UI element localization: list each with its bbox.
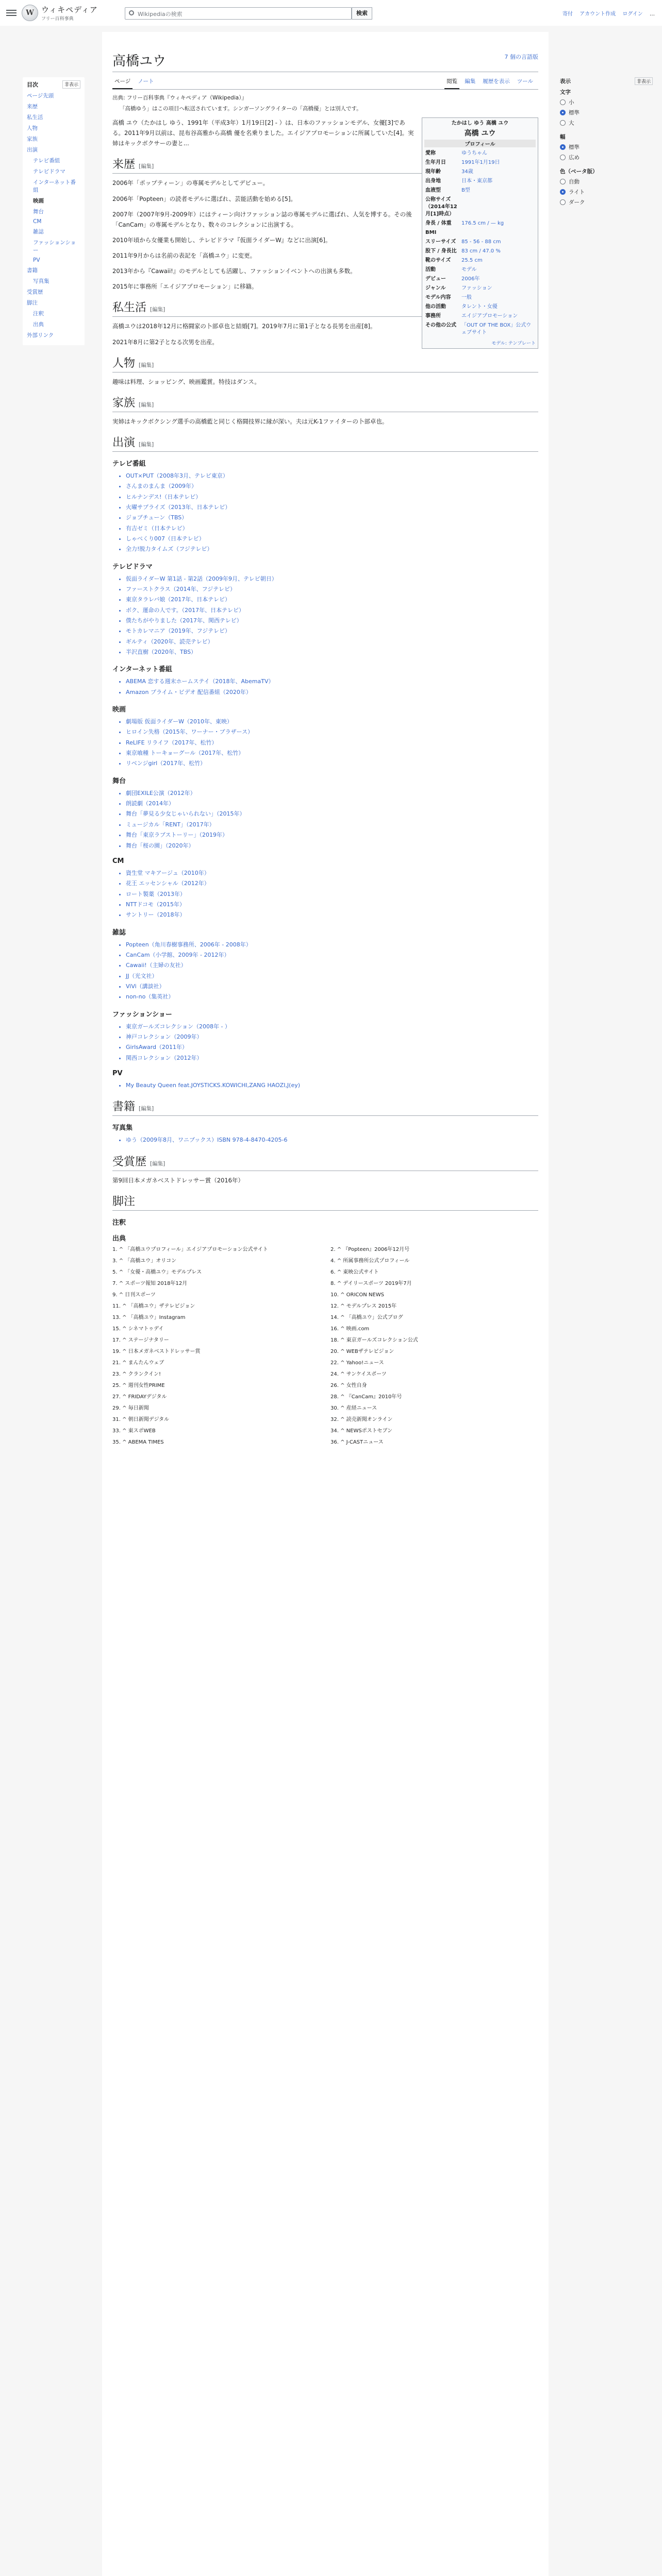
tab-history[interactable]: 履歴を表示 xyxy=(483,78,510,84)
infobox-label: 他の活動 xyxy=(425,304,446,310)
width-standard[interactable]: 標準 xyxy=(560,143,653,151)
history-paragraph: 2010年頃から女優業も開始し、テレビドラマ『仮面ライダーW』などに出演[6]。 xyxy=(112,236,332,244)
infobox-footer[interactable]: モデル: テンプレート xyxy=(491,341,536,346)
fashion-item[interactable]: • GirlsAward（2011年） xyxy=(126,1042,538,1053)
infobox-value: 2006年 xyxy=(461,276,480,282)
fashion-item[interactable]: • 東京ガールズコレクション（2008年 - ） xyxy=(126,1022,538,1032)
infobox-row xyxy=(424,238,536,247)
history-paragraph: 2006年「Popteen」の読者モデルに選ばれ、芸能活動を始める[5]。 xyxy=(112,195,296,202)
toc-item[interactable]: ファッションショー xyxy=(33,240,76,253)
stage-list xyxy=(112,788,538,851)
toc-item[interactable]: テレビドラマ xyxy=(33,168,65,175)
infobox-value: 176.5 cm / — kg xyxy=(461,221,504,226)
subsection-heading: インターネット番組 xyxy=(112,666,172,674)
radio-icon xyxy=(560,199,566,205)
infobox-row xyxy=(424,293,536,302)
reference-item[interactable]: 13. ^ 「高橋ユウ」Instagram xyxy=(112,1314,186,1320)
reference-item[interactable]: 28. ^ 『CanCam』2010年号 xyxy=(330,1394,402,1400)
infobox-value: 25.5 cm xyxy=(461,258,483,263)
tab-talk[interactable]: ノート xyxy=(138,78,154,84)
toc-item[interactable]: インターネット番組 xyxy=(33,179,76,193)
photobook-list xyxy=(112,1135,538,1145)
tab-article[interactable]: ページ xyxy=(112,74,133,89)
history-paragraph: 2011年9月からは名前の表記を「高橋ユウ」に変更。 xyxy=(112,252,256,259)
magazine-item[interactable]: • JJ（光文社） xyxy=(126,971,538,981)
tab-tools[interactable]: ツール xyxy=(517,78,533,84)
reference-item[interactable]: 23. ^ クランクイン! xyxy=(112,1371,161,1377)
page-title: 高橋ユウ xyxy=(112,50,538,72)
reference-item[interactable]: 8. ^ デイリースポーツ 2019年7月 xyxy=(330,1280,412,1286)
stage-item[interactable]: • 劇団EXILE公演（2012年） xyxy=(126,788,538,799)
reference-item[interactable]: 27. ^ FRIDAYデジタル xyxy=(112,1394,167,1400)
tv-item[interactable]: • 全力!脱力タイムズ（フジテレビ） xyxy=(126,544,538,554)
infobox-row xyxy=(424,312,536,321)
reference-item[interactable]: 30. ^ 産経ニュース xyxy=(330,1405,377,1411)
reference-item[interactable]: 4. ^ 所属事務所公式プロフィール xyxy=(330,1258,410,1264)
reference-item[interactable]: 21. ^ まんたんウェブ xyxy=(112,1360,164,1366)
award-paragraph: 第9回日本メガネベストドレッサー賞（2016年） xyxy=(112,1176,244,1184)
infobox-value: B型 xyxy=(461,188,470,193)
subsection-heading: PV xyxy=(112,1070,123,1077)
toc-item[interactable]: 私生活 xyxy=(27,114,43,121)
radio-icon xyxy=(560,120,566,126)
wikipedia-globe-icon: W xyxy=(22,5,38,21)
stage-item[interactable]: • 朗読劇（2014年） xyxy=(126,799,538,809)
width-wide[interactable]: 広め xyxy=(560,154,653,161)
subsection-heading: 写真集 xyxy=(112,1124,133,1132)
site-logo[interactable] xyxy=(22,4,98,22)
infobox-label: BMI xyxy=(425,230,437,235)
subsection-heading: テレビ番組 xyxy=(112,460,146,468)
subsection-heading: 雑誌 xyxy=(112,928,126,937)
tab-edit[interactable]: 編集 xyxy=(465,78,476,84)
toc-hide-button[interactable]: 非表示 xyxy=(62,80,80,89)
section-heading: 受賞歴 [編集] xyxy=(112,1153,538,1171)
appearance-title: 表示 xyxy=(560,78,571,84)
edit-link[interactable]: [編集] xyxy=(139,441,154,448)
infobox-value: モデル xyxy=(461,267,477,273)
tv-item[interactable]: • ジョブチューン（TBS） xyxy=(126,513,538,523)
toc-item[interactable]: 出典 xyxy=(33,321,44,328)
infobox-label: 活動 xyxy=(425,267,436,273)
reference-item[interactable]: 12. ^ モデルプレス 2015年 xyxy=(330,1303,397,1309)
text-size-standard[interactable]: 標準 xyxy=(560,109,653,116)
tv-item[interactable]: • さんまのまんま（2009年） xyxy=(126,481,538,492)
person-paragraph: 趣味は料理、ショッピング、映画鑑賞。特技はダンス。 xyxy=(112,378,260,385)
hatnote: 「高橋ゆう」はこの項目へ転送されています。シンガーソングライターの「高橋優」とは別人です。 xyxy=(120,106,362,112)
reference-item[interactable]: 24. ^ サンケイスポーツ xyxy=(330,1371,387,1377)
magazine-item[interactable]: • CanCam（小学館、2009年 - 2012年） xyxy=(126,950,538,960)
reference-item[interactable]: 18. ^ 東京ガールズコレクション公式 xyxy=(330,1337,418,1343)
infobox-row xyxy=(424,186,536,195)
infobox-value: 日本・東京都 xyxy=(461,178,492,184)
toc-item[interactable]: 人物 xyxy=(27,125,38,131)
toc-item[interactable]: 書籍 xyxy=(27,267,38,274)
toc-item[interactable]: 写真集 xyxy=(33,278,49,284)
pv-list xyxy=(112,1080,538,1091)
reference-item[interactable]: 26. ^ 女性自身 xyxy=(330,1382,367,1388)
site-header xyxy=(0,0,662,26)
fashion-item[interactable]: • 関西コレクション（2012年） xyxy=(126,1053,538,1063)
tab-read[interactable]: 閲覧 xyxy=(444,74,459,89)
infobox-label: 愛称 xyxy=(425,150,436,156)
magazine-item[interactable]: • Popteen（角川春樹事務所、2006年 - 2008年） xyxy=(126,940,538,950)
intro-paragraph: 高橋 ユウ（たかはし ゆう、1991年（平成3年）1月19日[2] - ）は、日本のファッションモデル、女優[3]である。2011年9月以前は、昆布谷高雅から高橋 優を名乗りました。エイジアプロモーションに所属していた[4]。実姉はキックボクサーの妻と... xyxy=(112,119,414,147)
donate-link[interactable]: 寄付 xyxy=(562,11,573,17)
cm-list xyxy=(112,868,538,921)
radio-icon xyxy=(560,155,566,160)
tv-list xyxy=(112,471,538,555)
infobox-name: 高橋 ユウ xyxy=(464,129,496,138)
language-button[interactable]: 7 個の言語版 xyxy=(504,54,538,60)
subsection-heading: CM xyxy=(112,857,124,865)
toc-sidebar xyxy=(23,77,85,345)
cm-item[interactable]: • ロート製薬（2013年） xyxy=(126,889,538,900)
user-tools xyxy=(557,9,655,17)
toc-item[interactable]: 受賞歴 xyxy=(27,289,43,295)
infobox-value: 83 cm / 47.0 % xyxy=(461,248,501,254)
movie-item[interactable]: • ヒロイン失格（2015年、ワーナー・ブラザース） xyxy=(126,727,538,737)
drama-item[interactable]: • 僕たちがやりました（2017年、関西テレビ） xyxy=(126,616,538,626)
drama-item[interactable]: • 東京タラレバ娘（2017年、日本テレビ） xyxy=(126,595,538,605)
reference-item[interactable]: 32. ^ 読売新聞オンライン xyxy=(330,1416,393,1422)
cm-item[interactable]: • NTTドコモ（2015年） xyxy=(126,900,538,910)
toc-item[interactable]: 舞台 xyxy=(33,209,44,215)
history-paragraph: 2013年から『Cawaii!』のモデルとしても活躍し、ファッションイベントへの出演も多数。 xyxy=(112,267,356,275)
private-paragraph: 高橋ユウは2018年12月に格闘家の卜部卓也と結婚[7]。2019年7月に第1子となる長男を出産[8]。 xyxy=(112,323,376,330)
infobox-value xyxy=(460,228,536,238)
reference-item[interactable]: 7. ^ スポーツ報知 2018年12月 xyxy=(112,1280,188,1286)
magazine-item[interactable]: • ViVi（講談社） xyxy=(126,981,538,992)
net-item[interactable]: • ABEMA 恋する週末ホームステイ（2018年、AbemaTV） xyxy=(126,676,538,687)
family-paragraph: 実姉はキックボクシング選手の高橋藍と同じく格闘技界に縁が深い。夫は元K-1ファイターの卜部卓也。 xyxy=(112,417,388,425)
infobox-row xyxy=(424,167,536,177)
infobox-section: プロフィール xyxy=(424,140,536,147)
reference-item[interactable]: 17. ^ ステージナタリー xyxy=(112,1337,169,1343)
section-heading: 人物 [編集] xyxy=(112,354,538,372)
net-list xyxy=(112,676,538,698)
drama-item[interactable]: • ギルティ（2020年、読売テレビ） xyxy=(126,637,538,647)
text-size-label: 文字 xyxy=(560,89,571,95)
page-tabs xyxy=(112,74,538,90)
infobox-row xyxy=(424,219,536,228)
infobox-row xyxy=(424,256,536,265)
toc-title: 目次 xyxy=(27,81,38,88)
main-content xyxy=(102,32,549,2576)
infobox-label: スリーサイズ xyxy=(425,239,456,245)
reference-item[interactable]: 20. ^ WEBザテレビジョン xyxy=(330,1348,394,1354)
appearance-panel xyxy=(560,77,653,212)
award-section xyxy=(112,1175,538,1185)
infobox-label: 事務所 xyxy=(425,313,441,319)
toc-item[interactable]: PV xyxy=(33,257,40,263)
text-size-small[interactable]: 小 xyxy=(560,98,653,106)
toc-item[interactable]: 脚注 xyxy=(27,300,38,306)
section-heading: 書籍 [編集] xyxy=(112,1098,538,1116)
width-label: 幅 xyxy=(560,134,566,140)
menu-icon[interactable] xyxy=(6,8,16,16)
infobox-label: 現年齢 xyxy=(425,169,441,175)
tv-item[interactable]: • ヒルナンデス!（日本テレビ） xyxy=(126,492,538,502)
section-heading: 私生活 [編集] xyxy=(112,299,538,317)
family-section xyxy=(112,416,538,427)
edit-link[interactable]: [編集] xyxy=(150,307,166,313)
reference-item[interactable]: 35. ^ ABEMA TIMES xyxy=(112,1439,164,1445)
toc-item[interactable]: 注釈 xyxy=(33,311,44,317)
reference-item[interactable]: 9. ^ 日刊スポーツ xyxy=(112,1292,156,1298)
radio-icon xyxy=(560,144,566,150)
net-item[interactable]: • Amazon プライム・ビデオ 配信番組（2020年） xyxy=(126,687,538,698)
subsection-heading: テレビドラマ xyxy=(112,563,153,571)
toc-item[interactable]: 家族 xyxy=(27,136,38,142)
section-heading: 来歴 [編集] xyxy=(112,156,538,174)
movie-list xyxy=(112,717,538,769)
reference-item[interactable]: 29. ^ 毎日新聞 xyxy=(112,1405,149,1411)
references-list xyxy=(112,1246,538,1450)
fashion-list xyxy=(112,1022,538,1063)
search-button[interactable]: 検索 xyxy=(352,7,372,20)
radio-icon xyxy=(560,189,566,195)
color-label: 色（ベータ版） xyxy=(560,168,598,175)
radio-icon xyxy=(560,110,566,115)
history-paragraph: 2015年に事務所「エイジアプロモーション」に移籍。 xyxy=(112,283,258,291)
movie-item[interactable]: • リベンジgirl（2017年、松竹） xyxy=(126,758,538,769)
infobox-value xyxy=(460,195,536,219)
edit-link[interactable]: [編集] xyxy=(139,401,154,408)
reference-item[interactable]: 1. ^ 「高橋ユウプロフィール」エイジアプロモーション公式サイト xyxy=(112,1246,268,1252)
fashion-item[interactable]: • 神戸コレクション（2009年） xyxy=(126,1032,538,1042)
drama-item[interactable]: • ファーストクラス（2014年、フジテレビ） xyxy=(126,584,538,595)
cm-item[interactable]: • サントリー（2018年） xyxy=(126,910,538,920)
stage-item[interactable]: • 舞台「夢見る少女じゃいられない」（2015年） xyxy=(126,809,538,819)
infobox-value: 一般 xyxy=(461,295,472,300)
infobox-row xyxy=(424,321,536,337)
create-account-link[interactable]: アカウント作成 xyxy=(580,11,616,17)
infobox-label: 公称サイズ（2014年12月[1]時点） xyxy=(425,197,457,217)
radio-icon xyxy=(560,179,566,184)
radio-icon xyxy=(560,99,566,105)
toc-item[interactable]: ページ先頭 xyxy=(27,93,54,99)
infobox-row xyxy=(424,265,536,275)
history-paragraph: 2006年「ポップティーン」の専属モデルとしてデビュー。 xyxy=(112,179,269,187)
infobox-row xyxy=(424,302,536,312)
toc-item[interactable]: 来歴 xyxy=(27,104,38,110)
reference-item[interactable]: 6. ^ 東映公式サイト xyxy=(330,1269,379,1275)
infobox-row xyxy=(424,195,536,219)
infobox-header: たかはし ゆう 高橋 ユウ xyxy=(451,121,509,126)
magazine-item[interactable]: • Cawaii!（主婦の友社） xyxy=(126,960,538,971)
infobox-row xyxy=(424,149,536,158)
reference-item[interactable]: 11. ^ 「高橋ユウ」ザテレビジョン xyxy=(112,1303,195,1309)
color-auto[interactable]: 自動 xyxy=(560,178,653,185)
infobox-value: 85 - 56 - 88 cm xyxy=(461,239,501,245)
infobox-value: ファッション xyxy=(461,285,492,291)
drama-item[interactable]: • ボク、運命の人です。（2017年、日本テレビ） xyxy=(126,605,538,616)
stage-item[interactable]: • ミュージカル「RENT」（2017年） xyxy=(126,820,538,830)
drama-item[interactable]: • モトカレマニア（2019年、フジテレビ） xyxy=(126,626,538,636)
reference-item[interactable]: 5. ^ 「女優・高橋ユウ」モデルプレス xyxy=(112,1269,202,1275)
infobox-value: ゆうちゃん xyxy=(461,150,487,156)
reference-item[interactable]: 36. ^ J-CASTニュース xyxy=(330,1439,384,1445)
edit-link[interactable]: [編集] xyxy=(139,163,154,170)
color-light[interactable]: ライト xyxy=(560,188,653,196)
infobox-label: デビュー xyxy=(425,276,446,282)
infobox-label: 股下 / 身長比 xyxy=(425,248,457,254)
infobox-row xyxy=(424,158,536,167)
cm-item[interactable]: • 資生堂 マキアージュ（2010年） xyxy=(126,868,538,878)
drama-item[interactable]: • 仮面ライダーW 第1話 - 第2話（2009年9月、テレビ朝日） xyxy=(126,574,538,584)
infobox-label: 出身地 xyxy=(425,178,441,184)
tv-item[interactable]: • 有吉ゼミ（日本テレビ） xyxy=(126,523,538,534)
tv-item[interactable]: • 火曜サプライズ（2013年、日本テレビ） xyxy=(126,502,538,513)
reference-item[interactable]: 14. ^ 「高橋ユウ」公式ブログ xyxy=(330,1314,403,1320)
search-input[interactable]: Wikipediaの検索 xyxy=(125,7,352,20)
reference-item[interactable]: 16. ^ 映画.com xyxy=(330,1326,370,1332)
infobox-label: 血液型 xyxy=(425,188,441,193)
movie-item[interactable]: • ReLIFE リライフ（2017年、松竹） xyxy=(126,738,538,748)
toc-item[interactable]: テレビ番組 xyxy=(33,158,60,164)
reference-item[interactable]: 25. ^ 週刊女性PRIME xyxy=(112,1382,165,1388)
subsection-heading: 映画 xyxy=(112,706,126,714)
stage-item[interactable]: • 舞台「東京ラブストーリー」（2019年） xyxy=(126,830,538,840)
infobox xyxy=(422,117,538,349)
reference-item[interactable]: 31. ^ 朝日新聞デジタル xyxy=(112,1416,170,1422)
infobox-row xyxy=(424,247,536,256)
infobox-row xyxy=(424,228,536,238)
reference-item[interactable]: 10. ^ ORICON NEWS xyxy=(330,1292,384,1298)
more-icon[interactable]: … xyxy=(650,11,655,17)
infobox-label: ジャンル xyxy=(425,285,446,291)
pv-item[interactable]: • My Beauty Queen feat.JOYSTICKS.KOWICHI,ZANG HAOZI,J(ey) xyxy=(126,1080,538,1091)
toc-item[interactable]: 出演 xyxy=(27,147,38,153)
infobox-row xyxy=(424,275,536,284)
tv-item[interactable]: • しゃべくり007（日本テレビ） xyxy=(126,534,538,544)
edit-link[interactable]: [編集] xyxy=(139,362,154,368)
infobox-value: 1991年1月19日 xyxy=(461,160,500,165)
magazine-item[interactable]: • non-no（集英社） xyxy=(126,992,538,1002)
infobox-value: 34歳 xyxy=(461,169,473,175)
infobox-label: 靴のサイズ xyxy=(425,258,451,263)
subsection-heading: 注釈 xyxy=(112,1218,126,1227)
login-link[interactable]: ログイン xyxy=(622,11,643,17)
toc-item[interactable]: CM xyxy=(33,218,42,225)
toc-item[interactable]: 雑誌 xyxy=(33,229,44,235)
text-size-large[interactable]: 大 xyxy=(560,119,653,127)
edit-link[interactable]: [編集] xyxy=(139,1106,154,1112)
infobox-table xyxy=(424,149,536,337)
person-section xyxy=(112,377,538,387)
tv-item[interactable]: • OUT×PUT（2008年3月、テレビ東京） xyxy=(126,471,538,481)
reference-item[interactable]: 33. ^ 東スポWEB xyxy=(112,1428,156,1434)
page-source-line: 出典: フリー百科事典『ウィキペディア（Wikipedia）』 xyxy=(112,95,247,101)
subsection-heading: 出典 xyxy=(112,1234,126,1243)
drama-item[interactable]: • 半沢直樹（2020年、TBS） xyxy=(126,647,538,657)
section-heading: 家族 [編集] xyxy=(112,394,538,412)
movie-item[interactable]: • 東京喰種 トーキョーグール（2017年、松竹） xyxy=(126,748,538,758)
reference-item[interactable]: 22. ^ Yahoo!ニュース xyxy=(330,1360,384,1366)
movie-item[interactable]: • 劇場版 仮面ライダーW（2010年、東映） xyxy=(126,717,538,727)
site-name: ウィキペディア xyxy=(41,5,98,14)
infobox-value: エイジアプロモーション xyxy=(461,313,518,319)
drama-list xyxy=(112,574,538,658)
reference-item[interactable]: 34. ^ NEWSポストセブン xyxy=(330,1428,392,1434)
reference-item[interactable]: 15. ^ シネマトゥデイ xyxy=(112,1326,164,1332)
cm-item[interactable]: • 花王 エッセンシャル（2012年） xyxy=(126,878,538,889)
color-dark[interactable]: ダーク xyxy=(560,198,653,206)
infobox-row xyxy=(424,177,536,186)
photobook-item[interactable]: • ゆう（2009年8月、ワニブックス）ISBN 978-4-8470-4205-6 xyxy=(126,1135,538,1145)
reference-item[interactable]: 19. ^ 日本メガネベストドレッサー賞 xyxy=(112,1348,201,1354)
infobox-value: 「OUT OF THE BOX」公式ウェブサイト xyxy=(461,323,532,335)
stage-item[interactable]: • 舞台「桜の園」（2020年） xyxy=(126,841,538,851)
infobox-value: タレント・女優 xyxy=(461,304,498,310)
infobox-label: 身長 / 体重 xyxy=(425,221,452,226)
appearance-hide-button[interactable]: 非表示 xyxy=(635,77,653,85)
infobox-label: その他の公式 xyxy=(425,323,456,328)
search-icon xyxy=(129,10,134,15)
edit-link[interactable]: [編集] xyxy=(150,1160,166,1167)
reference-item[interactable]: 2. ^ 『Popteen』2006年12月号 xyxy=(330,1246,410,1252)
infobox-label: 生年月日 xyxy=(425,160,446,165)
site-tagline: フリー百科事典 xyxy=(41,16,74,22)
magazine-list xyxy=(112,940,538,1003)
section-heading: 出演 [編集] xyxy=(112,434,538,452)
reference-item[interactable]: 3. ^ 「高橋ユウ」オリコン xyxy=(112,1258,177,1264)
section-heading: 脚注 xyxy=(112,1193,538,1211)
subsection-heading: ファッションショー xyxy=(112,1010,172,1019)
infobox-row xyxy=(424,284,536,293)
history-paragraph: 2007年（2007年9月-2009年）にはティーン向けファッション誌の専属モデルに選ばれ、人気を博する。その後「CanCam」の専属モデルとなり、数々のコレクションに出演する。 xyxy=(112,210,412,228)
toc-item[interactable]: 映画 xyxy=(33,198,44,204)
infobox-label: モデル内容 xyxy=(425,295,451,300)
private-paragraph: 2021年8月に第2子となる次男を出産。 xyxy=(112,338,218,346)
subsection-heading: 舞台 xyxy=(112,777,126,785)
toc-item[interactable]: 外部リンク xyxy=(27,332,54,338)
